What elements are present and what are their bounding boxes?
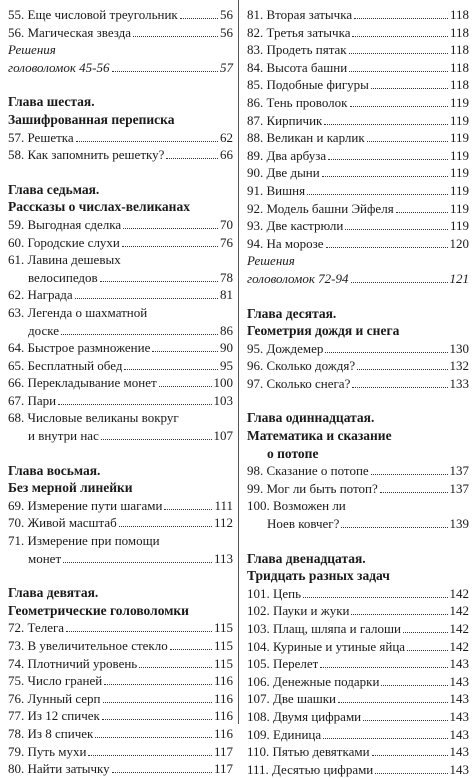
- dot-leader: [61, 334, 218, 335]
- entry-title: 111. Десятью цифрами: [247, 761, 374, 777]
- entry-title: 104. Куриные и утиные яйца: [247, 638, 406, 654]
- dot-leader: [166, 158, 218, 159]
- toc-entry: [8, 672, 233, 690]
- entry-title: 75. Число граней: [8, 673, 103, 689]
- dot-leader: [375, 773, 447, 774]
- entry-title: 92. Модель башни Эйфеля: [247, 200, 394, 216]
- toc-entry: [247, 200, 469, 218]
- toc-entry: [247, 235, 469, 253]
- solutions-label: Решения: [247, 253, 295, 269]
- page-number: 107: [213, 428, 233, 444]
- section-gap: [8, 164, 233, 181]
- dot-leader: [124, 369, 218, 370]
- dot-leader: [152, 351, 218, 352]
- dot-leader: [324, 124, 448, 125]
- entry-title: велосипедов: [28, 269, 98, 285]
- chapter-heading: Глава двенадцатая.: [247, 550, 366, 566]
- page-number: 142: [449, 638, 469, 654]
- dot-leader: [320, 667, 447, 668]
- dot-leader: [303, 597, 447, 598]
- toc-entry: [8, 637, 233, 655]
- toc-entry: [247, 743, 469, 761]
- page-number: 121: [449, 270, 469, 286]
- dot-leader: [159, 386, 212, 387]
- entry-title: Ноев ковчег?: [267, 516, 340, 532]
- dot-leader: [381, 685, 447, 686]
- toc-entry: [8, 619, 233, 637]
- entry-title: 86. Тень проволок: [247, 94, 348, 110]
- toc-entry: [8, 339, 233, 357]
- entry-title: 73. В увеличительное стекло: [8, 638, 168, 653]
- toc-entry-line: 100. Возможен ли: [247, 498, 346, 514]
- toc-entry-line: 71. Измерение при помощи: [8, 533, 160, 549]
- entry-title: 65. Бесплатный обед: [8, 357, 123, 373]
- entry-title: 77. Из 12 спичек: [8, 708, 100, 724]
- page-number: 132: [449, 358, 469, 374]
- page-number: 113: [213, 550, 233, 566]
- toc-entry: [8, 743, 233, 761]
- chapter-title: Геометрия дождя и снега: [247, 323, 400, 339]
- dot-leader: [95, 737, 212, 738]
- toc-entry: [247, 726, 469, 744]
- solutions-label: Решения: [8, 42, 56, 58]
- entry-title: 66. Перекладывание монет: [8, 375, 157, 391]
- section-gap: [247, 392, 469, 409]
- page-number: 86: [220, 322, 233, 338]
- entry-title: 81. Вторая затычка: [247, 7, 353, 22]
- entry-title: 82. Третья затычка: [247, 24, 351, 40]
- dot-leader: [354, 18, 448, 19]
- dot-leader: [58, 404, 211, 405]
- toc-entry: [247, 164, 469, 182]
- entry-title: 91. Вишня: [247, 182, 306, 198]
- toc-entry: [247, 620, 469, 638]
- entry-title: и внутри нас: [28, 428, 99, 444]
- page-number: 143: [449, 691, 469, 707]
- dot-leader: [326, 247, 448, 248]
- page-number: 118: [449, 7, 469, 22]
- toc-entry: [247, 673, 469, 691]
- dot-leader: [122, 246, 218, 247]
- chapter-heading: Глава восьмая.: [8, 462, 101, 478]
- toc-entry: [247, 602, 469, 620]
- dot-leader: [104, 684, 212, 685]
- page-number: 116: [213, 690, 233, 706]
- dot-leader: [102, 719, 212, 720]
- page-number: 81: [220, 287, 233, 303]
- toc-entry: [247, 217, 469, 235]
- chapter-heading: Глава шестая.: [8, 94, 95, 110]
- dot-leader: [367, 141, 448, 142]
- page-number: 119: [449, 94, 469, 110]
- toc-entry: [8, 374, 233, 392]
- dot-leader: [352, 387, 447, 388]
- entry-title: 93. Две кастрюли: [247, 218, 344, 234]
- page-number: 70: [220, 216, 233, 232]
- dot-leader: [371, 88, 448, 89]
- toc-entry: [8, 216, 233, 234]
- page-number: 130: [449, 340, 469, 356]
- dot-leader: [66, 631, 212, 632]
- page-number: 139: [449, 516, 469, 532]
- section-gap: [8, 445, 233, 462]
- chapter-title: о потопе: [267, 445, 319, 461]
- page-number: 133: [449, 375, 469, 391]
- dot-leader: [170, 649, 212, 650]
- page-number: 62: [220, 129, 233, 145]
- page-number: 103: [213, 392, 233, 408]
- entry-title: 90. Две дыни: [247, 165, 320, 181]
- dot-leader: [119, 526, 212, 527]
- dot-leader: [180, 18, 218, 19]
- chapter-heading: Глава одиннадцатая.: [247, 410, 375, 426]
- dot-leader: [351, 614, 447, 615]
- page-number: 142: [449, 603, 469, 619]
- page-number: 142: [449, 621, 469, 636]
- entry-title: 96. Сколько дождя?: [247, 358, 356, 374]
- chapter-title: Зашифрованная переписка: [8, 111, 175, 127]
- page-number: 119: [449, 147, 469, 163]
- page-number: 143: [449, 656, 469, 672]
- dot-leader: [350, 106, 448, 107]
- entry-title: 105. Перелет: [247, 656, 319, 672]
- toc-entry: [247, 182, 469, 200]
- toc-entry: [8, 357, 233, 375]
- entry-title: 87. Кирпичик: [247, 112, 323, 128]
- dot-leader: [357, 369, 447, 370]
- section-gap: [247, 533, 469, 550]
- toc-entry: [8, 760, 233, 778]
- entry-title: 95. Дождемер: [247, 340, 324, 356]
- page-number: 95: [220, 357, 233, 373]
- page-number: 137: [449, 480, 469, 496]
- entry-title: 55. Еще числовой треугольник: [8, 7, 178, 22]
- entry-title: 102. Пауки и жуки: [247, 603, 350, 619]
- page-number: 116: [213, 673, 233, 689]
- page-number: 119: [449, 182, 469, 198]
- toc-entry: [247, 41, 469, 59]
- entry-title: 85. Подобные фигуры: [247, 77, 369, 93]
- chapter-title: Тридцать разных задач: [247, 568, 390, 584]
- page-number: 115: [213, 655, 233, 671]
- entry-title: 80. Найти затычку: [8, 761, 110, 777]
- toc-entry-line: 61. Лавина дешевых: [8, 252, 121, 268]
- dot-leader: [349, 71, 448, 72]
- dot-leader: [407, 650, 447, 651]
- toc-entry: [8, 690, 233, 708]
- entry-title: 103. Плащ, шляпа и галоши: [247, 621, 401, 636]
- entry-title: 84. Высота башни: [247, 59, 348, 75]
- toc-entry: [247, 585, 469, 603]
- page-number: 66: [220, 147, 233, 163]
- dot-leader: [101, 439, 212, 440]
- entry-title: 64. Быстрое размножение: [8, 340, 151, 356]
- toc-column-right: [247, 6, 469, 778]
- chapter-heading: Глава десятая.: [247, 305, 337, 321]
- toc-entry: [247, 147, 469, 165]
- toc-entry: [247, 708, 469, 726]
- dot-leader: [323, 738, 447, 739]
- dot-leader: [372, 755, 448, 756]
- dot-leader: [164, 509, 212, 510]
- entry-title: 78. Из 8 спичек: [8, 725, 94, 741]
- toc-entry: [8, 514, 233, 532]
- dot-leader: [112, 71, 218, 72]
- chapter-heading: Глава седьмая.: [8, 181, 100, 197]
- toc-entry: [247, 655, 469, 673]
- dot-leader: [371, 474, 448, 475]
- page-number: 143: [449, 744, 469, 760]
- chapter-title: Геометрические головоломки: [8, 602, 189, 618]
- page-number: 143: [449, 761, 469, 777]
- column-divider: [238, 0, 239, 724]
- page-number: 78: [220, 269, 233, 285]
- page-number: 119: [449, 165, 469, 181]
- entry-title: 62. Награда: [8, 287, 73, 303]
- dot-leader: [63, 562, 212, 563]
- toc-entry: [8, 24, 233, 42]
- page-number: 117: [213, 743, 233, 759]
- entry-title: 76. Лунный серп: [8, 690, 101, 706]
- dot-leader: [322, 176, 448, 177]
- toc-entry: [8, 286, 233, 304]
- dot-leader: [338, 702, 447, 703]
- toc-entry: [8, 234, 233, 252]
- page-number: 143: [449, 708, 469, 724]
- dot-leader: [351, 282, 448, 283]
- page-number: 57: [220, 59, 233, 75]
- dot-leader: [363, 720, 447, 721]
- toc-entry: [8, 725, 233, 743]
- dot-leader: [88, 755, 212, 756]
- toc-entry-continuation: [8, 322, 233, 340]
- page-number: 115: [213, 638, 233, 653]
- page-number: 119: [449, 130, 469, 146]
- entry-title: 69. Измерение пути шагами: [8, 497, 163, 513]
- chapter-title: Математика и сказание: [247, 428, 392, 444]
- chapter-title: Рассказы о числах-великанах: [8, 199, 190, 215]
- page-number: 142: [449, 585, 469, 601]
- toc-entry-continuation: [247, 515, 469, 533]
- toc-entry: [247, 59, 469, 77]
- toc-entry: [247, 690, 469, 708]
- entry-title: головоломок 45-56: [8, 59, 110, 75]
- page-number: 119: [449, 218, 469, 234]
- dot-leader: [133, 36, 218, 37]
- page-number: 90: [220, 340, 233, 356]
- entry-title: головоломок 72-94: [247, 270, 349, 286]
- entry-title: 99. Мог ли быть потоп?: [247, 480, 378, 496]
- section-gap: [247, 288, 469, 305]
- entry-title: 58. Как запомнить решетку?: [8, 147, 165, 163]
- entry-title: 70. Живой масштаб: [8, 515, 117, 531]
- toc-entry: [8, 392, 233, 410]
- toc-entry: [8, 497, 233, 515]
- dot-leader: [352, 36, 448, 37]
- page-number: 116: [213, 725, 233, 741]
- toc-entry: [247, 462, 469, 480]
- dot-leader: [139, 667, 212, 668]
- entry-title: 109. Единица: [247, 726, 322, 742]
- dot-leader: [103, 702, 212, 703]
- toc-entry: [247, 24, 469, 42]
- dot-leader: [345, 229, 448, 230]
- toc-entry: [247, 638, 469, 656]
- entry-title: 59. Выгодная сделка: [8, 216, 122, 232]
- page-number: 118: [449, 42, 469, 58]
- chapter-heading: Глава девятая.: [8, 585, 99, 601]
- entry-title: 101. Цепь: [247, 585, 302, 601]
- chapter-title: Без мерной линейки: [8, 480, 133, 496]
- entry-title: 89. Два арбуза: [247, 147, 327, 163]
- dot-leader: [307, 194, 448, 195]
- entry-title: 98. Сказание о потопе: [247, 463, 369, 479]
- solutions-entry: [247, 270, 469, 288]
- toc-entry: [247, 76, 469, 94]
- dot-leader: [403, 632, 448, 633]
- toc-entry: [247, 761, 469, 778]
- page-number: 118: [449, 24, 469, 40]
- page-number: 111: [214, 497, 233, 513]
- entry-title: 88. Великан и карлик: [247, 130, 365, 146]
- dot-leader: [328, 159, 448, 160]
- toc-entry: [8, 146, 233, 164]
- page-number: 100: [213, 375, 233, 391]
- entry-title: монет: [28, 550, 62, 566]
- page-number: 118: [449, 59, 469, 75]
- entry-title: 56. Магическая звезда: [8, 24, 132, 40]
- dot-leader: [75, 298, 218, 299]
- toc-entry: [247, 129, 469, 147]
- toc-entry-line: 63. Легенда о шахматной: [8, 304, 148, 320]
- dot-leader: [76, 141, 218, 142]
- toc-entry: [247, 94, 469, 112]
- page-number: 119: [449, 200, 469, 216]
- entry-title: 83. Продеть пятак: [247, 42, 347, 58]
- entry-title: доске: [28, 322, 59, 338]
- entry-title: 97. Сколько снега?: [247, 375, 351, 391]
- page-number: 137: [449, 463, 469, 479]
- dot-leader: [325, 352, 447, 353]
- dot-leader: [112, 772, 212, 773]
- toc-entry-continuation: [8, 427, 233, 445]
- dot-leader: [100, 281, 218, 282]
- entry-title: 108. Двумя цифрами: [247, 708, 362, 724]
- toc-entry-line: 68. Числовые великаны вокруг: [8, 410, 179, 426]
- toc-entry-continuation: [8, 550, 233, 568]
- entry-title: 94. На морозе: [247, 235, 324, 251]
- entry-title: 60. Городские слухи: [8, 234, 120, 250]
- page-number: 119: [449, 112, 469, 128]
- page-number: 117: [213, 761, 233, 777]
- entry-title: 74. Плотничий уровень: [8, 655, 138, 671]
- toc-entry: [247, 375, 469, 393]
- page-number: 143: [449, 726, 469, 742]
- entry-title: 106. Денежные подарки: [247, 673, 380, 689]
- entry-title: 57. Решетка: [8, 129, 74, 145]
- toc-entry: [8, 707, 233, 725]
- entry-title: 67. Пари: [8, 392, 57, 408]
- toc-entry: [247, 357, 469, 375]
- toc-entry: [247, 480, 469, 498]
- entry-title: 107. Две шашки: [247, 691, 337, 707]
- dot-leader: [341, 527, 447, 528]
- section-gap: [8, 76, 233, 93]
- page-number: 116: [213, 708, 233, 724]
- section-gap: [8, 567, 233, 584]
- toc-entry: [8, 655, 233, 673]
- page-number: 56: [220, 24, 233, 40]
- page-number: 112: [213, 515, 233, 531]
- entry-title: 110. Пятью девятками: [247, 744, 370, 760]
- entry-title: 79. Путь мухи: [8, 743, 87, 759]
- toc-entry-continuation: [8, 269, 233, 287]
- toc-column-left: [8, 6, 233, 778]
- page-number: 118: [449, 77, 469, 93]
- dot-leader: [349, 53, 448, 54]
- page-number: 120: [449, 235, 469, 251]
- toc-entry: [8, 129, 233, 147]
- page-number: 115: [213, 620, 233, 636]
- toc-entry: [247, 340, 469, 358]
- dot-leader: [380, 492, 448, 493]
- solutions-entry: [8, 59, 233, 77]
- toc-entry: [247, 6, 469, 24]
- page-number: 56: [220, 7, 233, 22]
- page-number: 76: [220, 234, 233, 250]
- dot-leader: [123, 228, 218, 229]
- dot-leader: [396, 212, 448, 213]
- toc-entry: [247, 112, 469, 130]
- page-number: 143: [449, 673, 469, 689]
- toc-entry: [8, 6, 233, 24]
- entry-title: 72. Телега: [8, 620, 65, 636]
